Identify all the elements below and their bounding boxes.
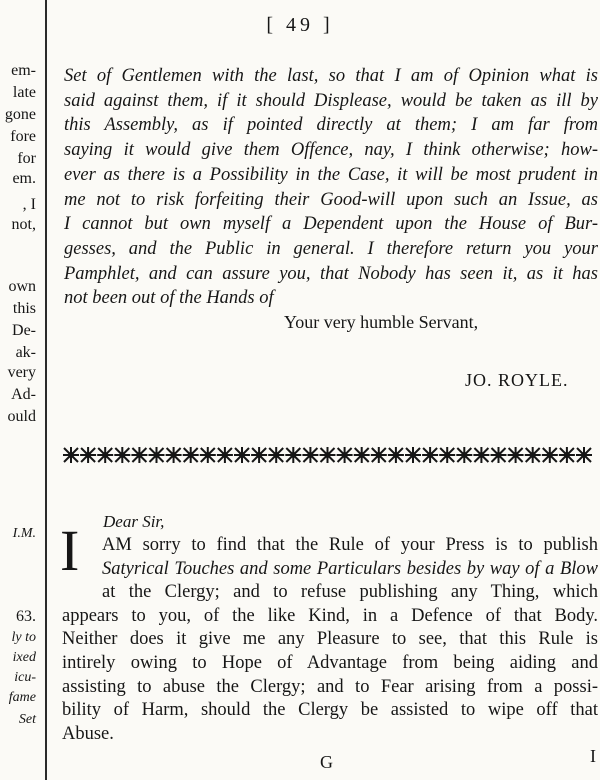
letter-two-body [62,534,598,746]
ornamental-divider [62,444,597,466]
fleuron-icon [525,447,541,463]
gutter-divider [45,0,47,780]
fleuron-icon [508,447,524,463]
fleuron-icon [559,447,575,463]
fleuron-icon [371,447,387,463]
letter-one-body [64,64,598,311]
left-fragment: fore [10,128,36,145]
left-fragment: 63. [16,608,36,625]
drop-cap: I [60,518,80,583]
text-line: Pamphlet, and can assure you, that Nobody has seen it, as it has [64,263,598,284]
left-fragment: I.M. [12,526,36,541]
left-fragment: late [12,84,36,101]
left-fragment: em- [11,62,36,79]
fleuron-icon [234,447,250,463]
text-line: saying it would give them Offence, nay, I think otherwise; how- [64,140,598,161]
text-line: Set of Gentlemen with the last, so that I am of Opinion what is [64,66,598,86]
fleuron-icon [80,447,96,463]
left-fragment: for [17,150,36,167]
left-fragment: em. [12,170,36,187]
left-fragment: own [8,278,36,295]
fleuron-icon [388,447,404,463]
text-line: assisting to abuse the Clergy; and to Fear arising from a possi- [62,676,598,697]
left-fragment: Ad- [11,386,36,403]
text-line: Satyrical Touches and some Particulars besides by way of a Blow [102,558,598,579]
left-fragment: gone [4,106,36,123]
fleuron-icon [473,447,489,463]
fleuron-icon [422,447,438,463]
fleuron-icon [63,447,79,463]
fleuron-icon [456,447,472,463]
fleuron-icon [439,447,455,463]
text-line: not been out of the Hands of [64,288,274,309]
left-fragment: ould [7,408,36,425]
fleuron-icon [268,447,284,463]
text-line: intirely owing to Hope of Advantage from being aiding and [62,652,598,673]
left-fragment: not, [11,216,36,233]
fleuron-icon [491,447,507,463]
fleuron-icon [97,447,113,463]
left-fragment: fame [8,690,36,705]
left-fragment: icu- [14,670,36,685]
left-fragment: , I [22,196,36,213]
fleuron-icon [542,447,558,463]
text-line: bility of Harm, should the Clergy be assisted to wipe off that [62,700,598,721]
text-line: I cannot but own myself a Dependent upon the House of Bur- [64,214,598,235]
text-line: appears to you, of the like Kind, in a Defence of that Body. [62,605,598,626]
text-line: at the Clergy; and to refuse publishing any Thing, which [102,582,598,603]
left-fragment: ak- [15,344,36,361]
fleuron-icon [183,447,199,463]
text-line: me not to risk forfeiting their Good-will upon such an Issue, as [64,189,598,210]
fleuron-icon [166,447,182,463]
fleuron-icon [576,447,592,463]
letter-salutation: Dear Sir, [103,512,165,531]
fleuron-icon [200,447,216,463]
text-line: Abuse. [62,723,114,744]
text-line: AM sorry to find that the Rule of your Press is to publish [102,535,598,555]
left-fragment: Set [18,712,36,727]
letter-signature: JO. ROYLE. [465,370,569,390]
fleuron-icon [405,447,421,463]
text-line: ever as there is a Possibility in the Case, it will be most prudent in [64,164,598,185]
fleuron-icon [114,447,130,463]
fleuron-icon [354,447,370,463]
catchword: I [590,746,596,766]
text-line: said against them, if it should Displease, would be taken as ill by [64,90,598,111]
left-fragment: De- [12,322,36,339]
fleuron-icon [251,447,267,463]
left-fragment: this [12,300,36,317]
text-line: Neither does it give me any Pleasure to see, that this Rule is [62,629,598,650]
fleuron-icon [149,447,165,463]
signature-mark: G [320,752,333,772]
text-line: this Assembly, as if pointed directly at them; I am far from [64,115,598,136]
left-fragment: ixed [12,650,36,665]
previous-page-edge [0,0,46,780]
fleuron-icon [302,447,318,463]
left-fragment: very [7,364,36,381]
fleuron-icon [131,447,147,463]
fleuron-icon [217,447,233,463]
page-number: [ 49 ] [266,14,334,36]
text-line: gesses, and the Public in general. I therefore return you your [64,238,598,259]
left-fragment: ly to [11,630,36,645]
fleuron-icon [320,447,336,463]
fleuron-icon [337,447,353,463]
letter-closing: Your very humble Servant, [284,312,479,332]
fleuron-icon [285,447,301,463]
